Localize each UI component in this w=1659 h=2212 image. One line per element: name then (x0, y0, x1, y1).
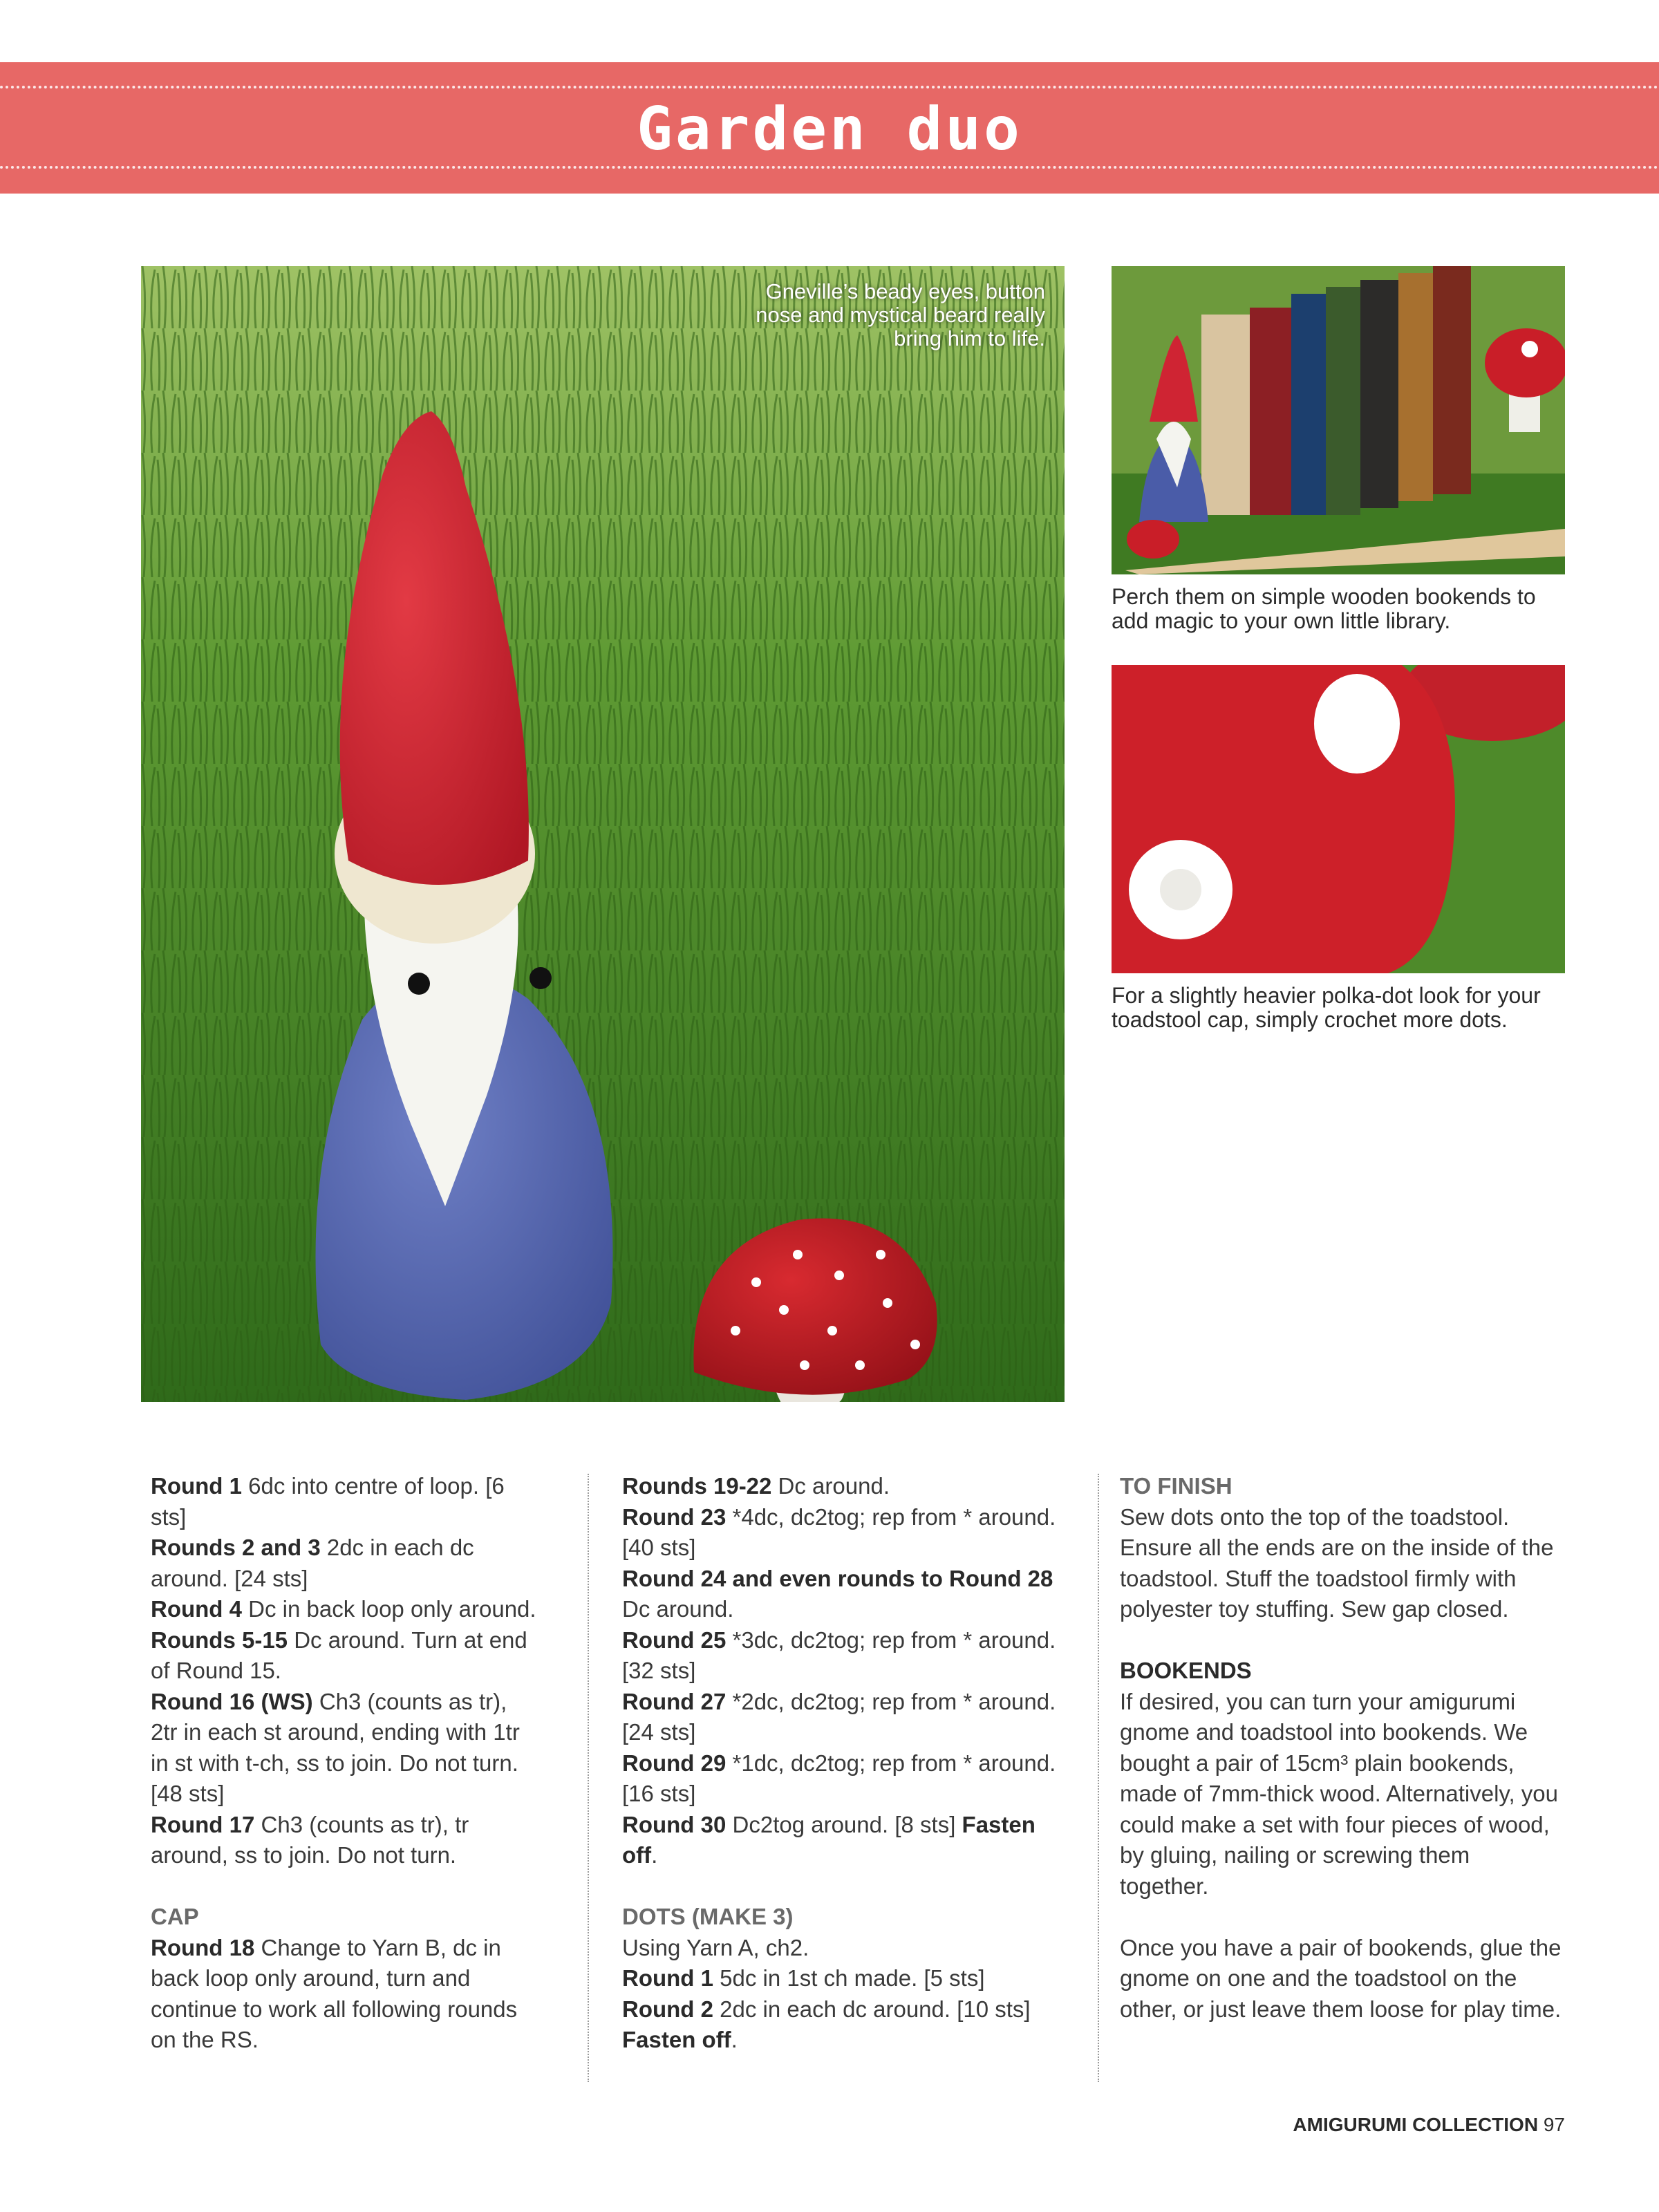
page-title: Garden duo (637, 95, 1022, 164)
column-divider (588, 1474, 589, 2082)
page-folio (1293, 2114, 1565, 2136)
pattern-step: Round 4 Dc in back loop only around. (151, 1596, 536, 1622)
toadstool-cap-photo (1112, 665, 1565, 973)
column-divider (1098, 1474, 1099, 2082)
bookends-photo (1112, 266, 1565, 574)
pattern-column-3 (1120, 1471, 1562, 2025)
toadstool-cap-photo-caption: For a slightly heavier polka-dot look for your toadstool cap, simply crochet more dots. (1112, 983, 1541, 1032)
pattern-step: Round 29 *1dc, dc2tog; rep from * around. [16 sts] (622, 1750, 1056, 1806)
pattern-step: Round 18 Change to Yarn B, dc in back loop only around, turn and continue to work all following rounds on the RS. (151, 1934, 518, 2052)
pattern-step: Fasten off. (622, 2027, 738, 2052)
pattern-step: Round 23 *4dc, dc2tog; rep from * around. [40 sts] (622, 1503, 1056, 1560)
pattern-step: Round 25 *3dc, dc2tog; rep from * around. [32 sts] (622, 1627, 1056, 1683)
glue-paragraph: Once you have a pair of bookends, glue the gnome on one and the toadstool on the other, or just leave them loose for play time. (1120, 1934, 1562, 2022)
section-heading-bookends: BOOKENDS (1120, 1658, 1252, 1683)
section-heading-to-finish: TO FINISH (1120, 1473, 1232, 1499)
pattern-step: Round 24 and even rounds to Round 28 Dc around. (622, 1565, 1053, 1622)
pattern-column-1 (151, 1471, 538, 2056)
section-heading-cap: CAP (151, 1904, 199, 1929)
banner-dotted-line-top (0, 86, 1659, 88)
pattern-step: Round 1 6dc into centre of loop. [6 sts] (151, 1473, 505, 1530)
magazine-name: AMIGURUMI COLLECTION (1293, 2114, 1539, 2135)
pattern-step: Round 16 (WS) Ch3 (counts as tr), 2tr in each st around, ending with 1tr in st with t-ch, ss to join. Do not turn. [48 sts] (151, 1688, 520, 1806)
title-banner (0, 62, 1659, 194)
section-heading-dots: DOTS (MAKE 3) (622, 1904, 794, 1929)
main-photo-caption: Gneville’s beady eyes, button nose and mystical beard really bring him to life. (756, 279, 1045, 350)
pattern-column-2 (622, 1471, 1065, 2056)
finish-paragraph: Sew dots onto the top of the toadstool. Ensure all the ends are on the inside of the toadstool. Stuff the toadstool firmly with polyester toy stuffing. Sew gap closed. (1120, 1503, 1554, 1622)
pattern-step: Rounds 5-15 Dc around. Turn at end of Round 15. (151, 1627, 527, 1683)
bookends-photo-caption: Perch them on simple wooden bookends to add magic to your own little library. (1112, 584, 1536, 633)
pattern-step: Round 30 Dc2tog around. [8 sts] Fasten off. (622, 1811, 1035, 1868)
pattern-step: Rounds 19-22 Dc around. (622, 1473, 890, 1499)
pattern-step: Round 1 5dc in 1st ch made. [5 sts] (622, 1965, 985, 1991)
page-number: 97 (1538, 2114, 1565, 2135)
gnome-photo (141, 266, 1065, 1402)
pattern-step: Using Yarn A, ch2. (622, 1934, 809, 1960)
bookends-paragraph: If desired, you can turn your amigurumi gnome and toadstool into bookends. We bought a pair of 15cm³ plain bookends, made of 7mm-thick wood. Alternatively, you could make a set with four pieces of wood, by gluing, nailing or screwing them together. (1120, 1688, 1558, 1899)
pattern-step: Round 2 2dc in each dc around. [10 sts] (622, 1996, 1031, 2022)
banner-dotted-line-bottom (0, 166, 1659, 169)
pattern-step: Rounds 2 and 3 2dc in each dc around. [24 sts] (151, 1535, 474, 1591)
pattern-step: Round 17 Ch3 (counts as tr), tr around, ss to join. Do not turn. (151, 1811, 469, 1868)
pattern-step: Round 27 *2dc, dc2tog; rep from * around. [24 sts] (622, 1688, 1056, 1745)
